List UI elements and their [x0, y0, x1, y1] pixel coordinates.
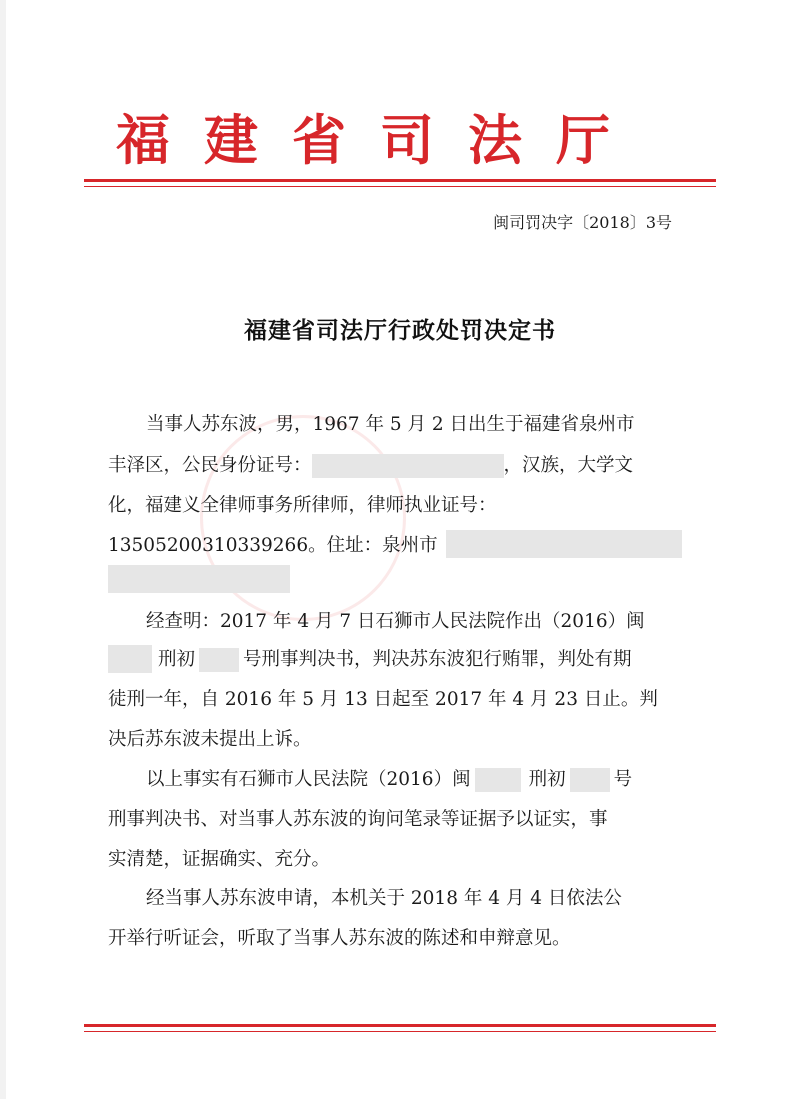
document-title: 福建省司法厅行政处罚决定书: [244, 317, 556, 344]
body-text: 号刑事判决书，判决苏东波犯行贿罪，判处有期: [243, 649, 632, 670]
body-text: ，汉族，大学文: [503, 455, 634, 476]
body-text: 刑初: [158, 649, 196, 670]
body-line: 经查明：2017 年 4 月 7 日石狮市人民法院作出（2016）闽: [146, 611, 645, 632]
body-text: 刑初: [528, 769, 566, 790]
body-line: 徒刑一年，自 2016 年 5 月 13 日起至 2017 年 4 月 23 日止。判: [108, 689, 658, 710]
body-text: 丰泽区，公民身份证号：: [108, 455, 312, 476]
header-rule-thin: [84, 186, 716, 187]
redaction-block: [475, 768, 521, 792]
footer-rule-thin: [84, 1031, 716, 1032]
body-line: [108, 534, 438, 558]
scan-edge: [0, 0, 6, 1099]
body-line: 化，福建义全律师事务所律师，律师执业证号：: [108, 495, 497, 516]
body-line: 当事人苏东波，男，1967 年 5 月 2 日出生于福建省泉州市: [146, 414, 635, 435]
body-line: 实清楚，证据确实、充分。: [108, 849, 331, 870]
body-line: [158, 648, 632, 672]
redaction-block: [108, 565, 290, 593]
body-text: 13505200310339266。住址：泉州市: [108, 535, 438, 556]
document-number: 闽司罚决字〔2018〕3号: [493, 213, 672, 232]
redaction-block: [570, 768, 610, 792]
redaction-block: [312, 454, 504, 478]
body-text: 号: [613, 769, 633, 790]
body-line: 经当事人苏东波申请，本机关于 2018 年 4 月 4 日依法公: [146, 888, 622, 909]
body-line: 开举行听证会，听取了当事人苏东波的陈述和申辩意见。: [108, 928, 571, 949]
redaction-block: [446, 530, 682, 558]
body-line: [108, 454, 633, 478]
redaction-block: [199, 648, 239, 672]
redaction-block: [108, 645, 152, 673]
body-line: 决后苏东波未提出上诉。: [108, 729, 312, 750]
header-rule-thick: [84, 179, 716, 182]
footer-rule-thick: [84, 1024, 716, 1027]
issuing-authority-title: 福建省司法厅: [116, 108, 644, 172]
body-text: 以上事实有石狮市人民法院（2016）闽: [146, 769, 471, 790]
body-line: 刑事判决书、对当事人苏东波的询问笔录等证据予以证实，事: [108, 809, 608, 830]
body-line: [146, 768, 632, 792]
